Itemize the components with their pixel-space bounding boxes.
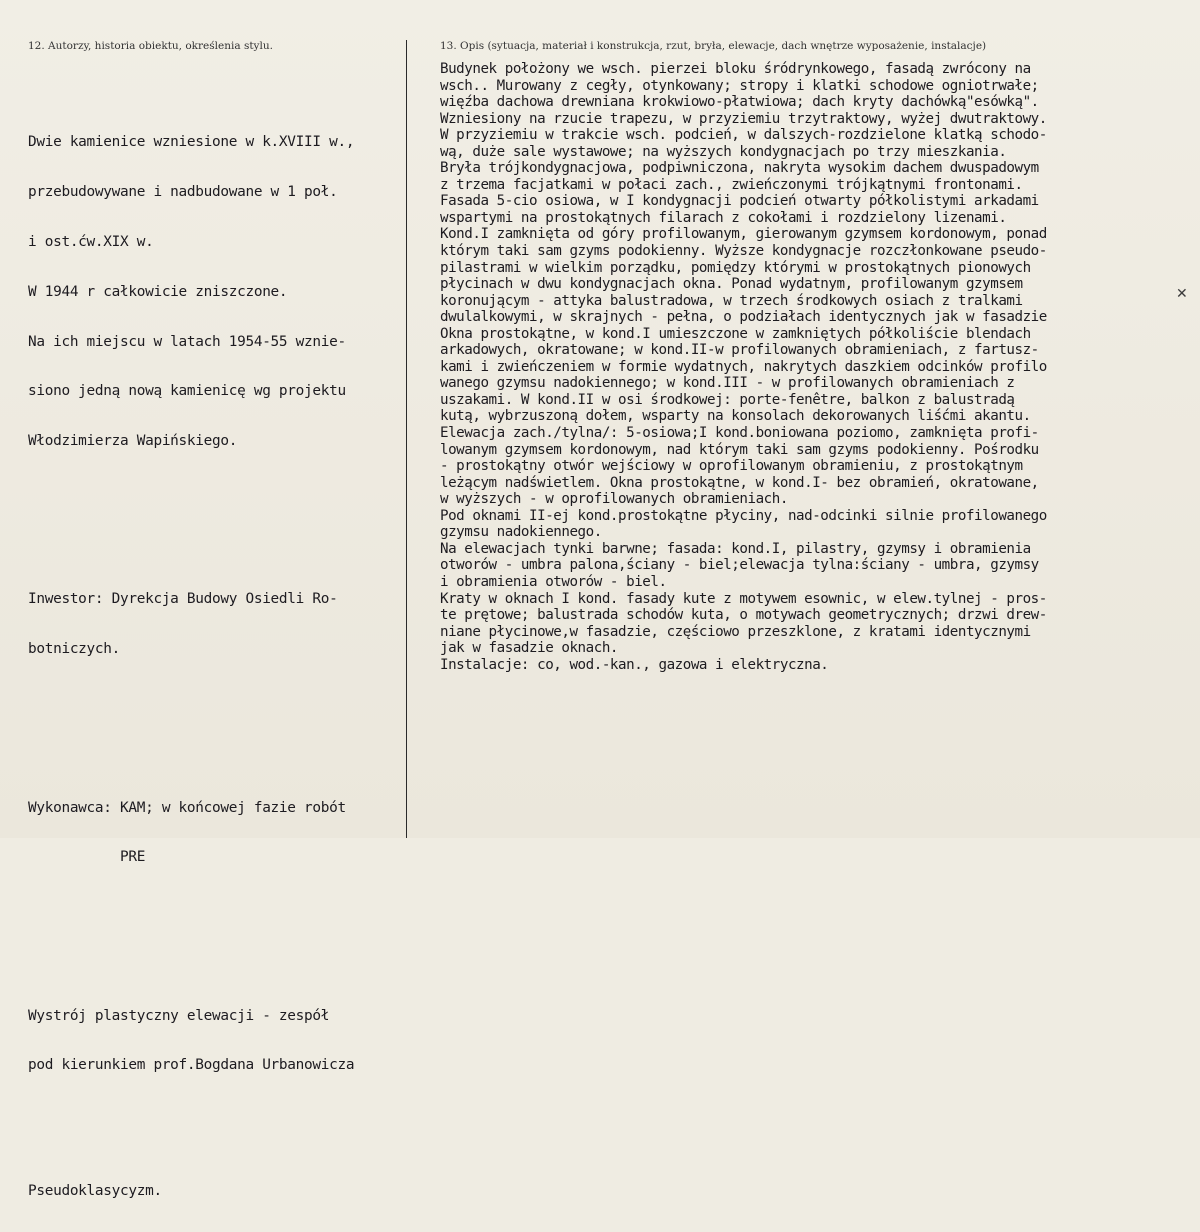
- description-line: W przyziemiu w trakcie wsch. podcień, w dalszych-rozdzielone klatką schodo-: [440, 127, 1047, 144]
- description-line: kutą, wybrzuszoną dołem, wsparty na konsolach dekorowanych liśćmi akantu.: [440, 408, 1031, 425]
- column-divider: [406, 40, 407, 838]
- style-line: Pseudoklasycyzm.: [28, 1182, 162, 1199]
- description-line: lowanym gzymsem kordonowym, nad którym taki sam gzyms podokienny. Pośrodku: [440, 441, 1039, 458]
- investor-block: [28, 558, 402, 691]
- description-line: Na elewacjach tynki barwne; fasada: kond.I, pilastry, gzymsy i obramienia: [440, 540, 1031, 557]
- description-line: otworów - umbra palona,ściany - biel;elewacja tylna:ściany - umbra, gzymsy: [440, 557, 1039, 574]
- history-line: siono jedną nową kamienicę wg projektu: [28, 383, 346, 400]
- description-line: Fasada 5-cio osiowa, w I kondygnacji podcień otwarty półkolistymi arkadami: [440, 193, 1039, 210]
- description-line: Bryła trójkondygnacjowa, podpiwniczona, nakryta wysokim dachem dwuspadowym: [440, 160, 1039, 177]
- description-line: koronującym - attyka balustradowa, w trzech środkowych osiach z tralkami: [440, 292, 1023, 309]
- pencil-mark-icon: ✕: [1176, 286, 1188, 302]
- description-line: pilastrami w wielkim porządku, pomiędzy którymi w prostokątnych pionowych: [440, 259, 1031, 276]
- description-line: wspartymi na prostokątnych filarach z cokołami i rozdzielony lizenami.: [440, 209, 1007, 226]
- description-line: dwulalkowymi, w skrajnych - pełna, o podziałach identycznych jak w fasadzie: [440, 309, 1047, 326]
- description-line: wą, duże sale wystawowe; na wyższych kondygnacjach po trzy mieszkania.: [440, 143, 1007, 160]
- investor-line: botniczych.: [28, 641, 121, 658]
- description-line: uszakami. W kond.II w osi środkowej: porte-fenêtre, balkon z balustradą: [440, 391, 1015, 408]
- description-line: i obramienia otworów - biel.: [440, 573, 667, 590]
- description-line: te prętowe; balustrada schodów kuta, o motywach geometrycznych; drzwi drew-: [440, 607, 1047, 624]
- description-line: Budynek położony we wsch. pierzei bloku śródrynkowego, fasadą zwrócony na: [440, 61, 1031, 77]
- decoration-line: Wystrój plastyczny elewacji - zespół: [28, 1007, 330, 1024]
- description-line: wanego gzymsu nadokiennego; w kond.III - w profilowanych obramieniach z: [440, 375, 1015, 392]
- section-12-header: 12. Autorzy, historia obiektu, określenia stylu.: [28, 40, 273, 52]
- description-line: płycinach w dwu kondygnacjach okna. Ponad wydatnym, profilowanym gzymsem: [440, 276, 1023, 293]
- description-line: wsch.. Murowany z cegły, otynkowany; stropy i klatki schodowe ogniotrwałe;: [440, 77, 1039, 94]
- description-line: - prostokątny otwór wejściowy w oprofilowanym obramieniu, z prostokątnym: [440, 458, 1023, 475]
- description-line: Pod oknami II-ej kond.prostokątne płyciny, nad-odcinki silnie profilowanego: [440, 507, 1047, 524]
- description-line: z trzema facjatkami w połaci zach., zwieńczonymi trójkątnymi frontonami.: [440, 176, 1023, 193]
- description-line: arkadowych, okratowane; w kond.II-w profilowanych obramieniach, z fartusz-: [440, 342, 1039, 359]
- description-line: jak w fasadzie oknach.: [440, 640, 619, 657]
- decoration-line: pod kierunkiem prof.Bogdana Urbanowicza: [28, 1057, 355, 1074]
- history-line: Na ich miejscu w latach 1954-55 wznie-: [28, 333, 346, 350]
- description-line: Wzniesiony na rzucie trapezu, w przyziemiu trzytraktowy, wyżej dwutraktowy.: [440, 110, 1047, 127]
- contractor-line: Wykonawca: KAM; w końcowej fazie robót: [28, 799, 346, 816]
- description-line: Instalacje: co, wod.-kan., gazowa i elektryczna.: [440, 656, 829, 673]
- history-line: Dwie kamienice wzniesione w k.XVIII w.,: [28, 134, 355, 151]
- history-line: i ost.ćw.XIX w.: [28, 233, 154, 250]
- description-line: więźba dachowa drewniana krokwiowo-płatwiowa; dach kryty dachówką"esówką".: [440, 94, 1039, 111]
- description-line: którym taki sam gzyms podokienny. Wyższe kondygnacje rozczłonkowane pseudo-: [440, 243, 1047, 260]
- section-13-header: 13. Opis (sytuacja, materiał i konstrukcja, rzut, bryła, elewacje, dach wnętrze wyposażenie, instalacje): [440, 40, 987, 52]
- description-line: gzymsu nadokiennego.: [440, 524, 602, 541]
- left-column-text: [28, 68, 402, 1232]
- description-line: Okna prostokątne, w kond.I umieszczone w zamkniętych półkoliście blendach: [440, 325, 1031, 342]
- description-line: niane płycinowe,w fasadzie, częściowo przeszklone, z kratami identycznymi: [440, 623, 1031, 640]
- description-line: w wyższych - w oprofilowanych obramieniach.: [440, 491, 788, 508]
- description-line: leżącym nadświetlem. Okna prostokątne, w kond.I- bez obramień, okratowane,: [440, 474, 1039, 491]
- history-block: [28, 101, 402, 483]
- description-line: kami i zwieńczeniem w formie wydatnych, nakrytych daszkiem odcinków profilo: [440, 358, 1047, 375]
- history-line: przebudowywane i nadbudowane w 1 poł.: [28, 184, 338, 201]
- contractor-line: PRE: [28, 849, 146, 866]
- contractor-block: [28, 766, 402, 899]
- description-line: Kraty w oknach I kond. fasady kute z motywem esownic, w elew.tylnej - pros-: [440, 590, 1047, 607]
- description-line: Elewacja zach./tylna/: 5-osiowa;I kond.boniowana poziomo, zamknięta profi-: [440, 425, 1039, 442]
- history-line: W 1944 r całkowicie zniszczone.: [28, 283, 288, 300]
- investor-line: Inwestor: Dyrekcja Budowy Osiedli Ro-: [28, 591, 338, 608]
- right-column-text: [440, 61, 1196, 673]
- description-line: Kond.I zamknięta od góry profilowanym, gierowanym gzymsem kordonowym, ponad: [440, 226, 1047, 243]
- decoration-block: [28, 974, 402, 1107]
- history-line: Włodzimierza Wapińskiego.: [28, 433, 238, 450]
